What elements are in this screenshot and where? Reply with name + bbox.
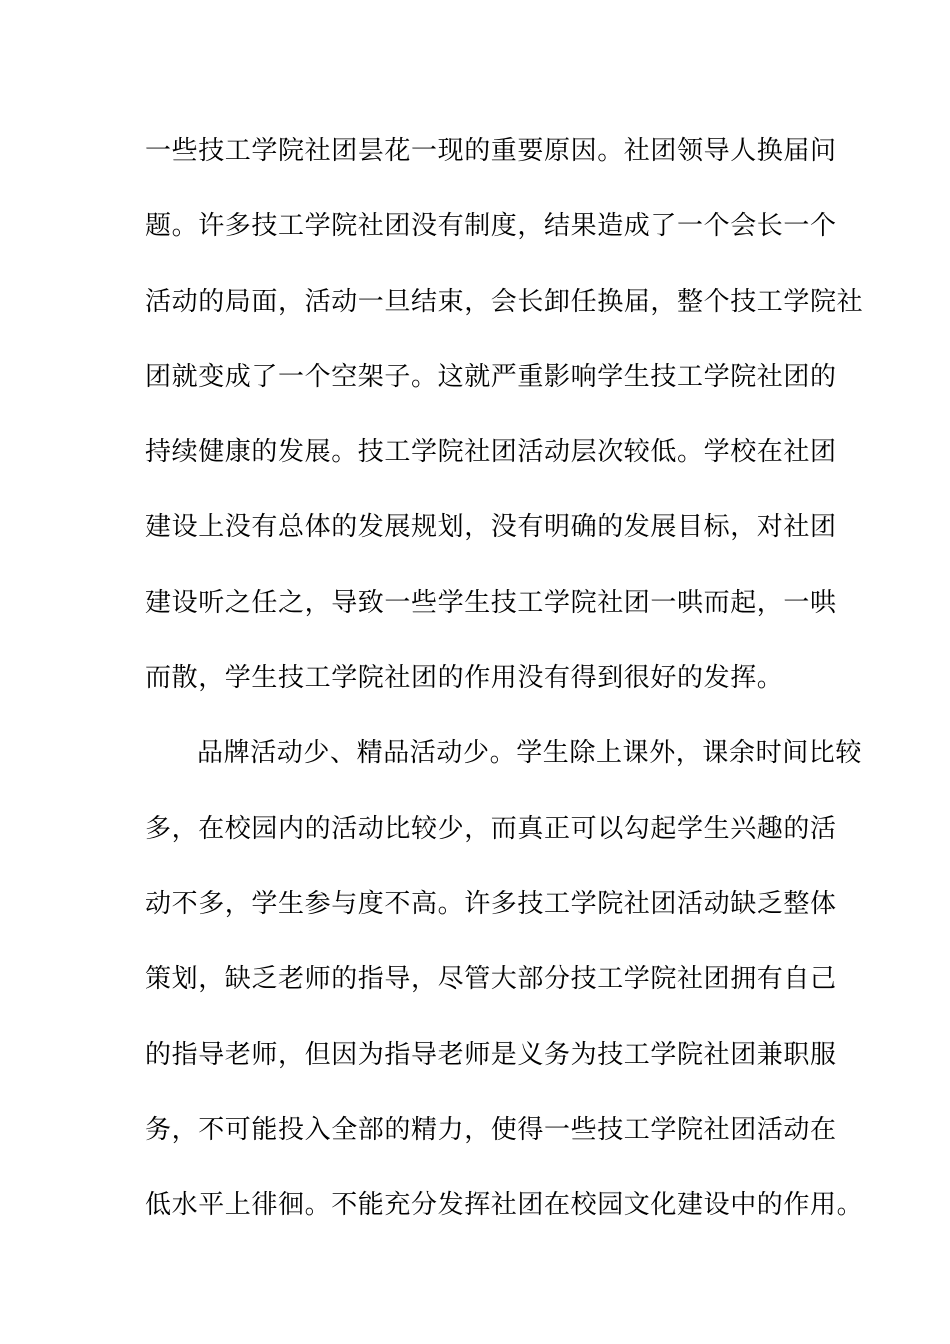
text-line: 务，不可能投入全部的精力，使得一些技工学院社团活动在 bbox=[145, 1114, 837, 1145]
text-line: 一些技工学院社团昙花一现的重要原因。社团领导人换届问 bbox=[145, 136, 837, 166]
body-text bbox=[145, 126, 864, 1255]
text-line: 题。许多技工学院社团没有制度，结果造成了一个会长一个 bbox=[145, 211, 837, 242]
paragraph-first-line: 品牌活动少、精品活动少。学生除上课外，课余时间比较 bbox=[197, 738, 863, 769]
text-line: 的指导老师，但因为指导老师是义务为技工学院社团兼职服 bbox=[145, 1039, 837, 1070]
text-line: 低水平上徘徊。不能充分发挥社团在校园文化建设中的作用。 bbox=[145, 1190, 864, 1221]
text-line: 建设上没有总体的发展规划，没有明确的发展目标，对社团 bbox=[145, 512, 837, 543]
text-line: 多，在校园内的活动比较少，而真正可以勾起学生兴趣的活 bbox=[145, 813, 837, 844]
text-line: 团就变成了一个空架子。这就严重影响学生技工学院社团的 bbox=[145, 361, 837, 392]
text-line: 而散，学生技工学院社团的作用没有得到很好的发挥。 bbox=[145, 663, 784, 694]
text-line: 持续健康的发展。技工学院社团活动层次较低。学校在社团 bbox=[145, 437, 837, 468]
text-line: 动不多，学生参与度不高。许多技工学院社团活动缺乏整体 bbox=[145, 888, 837, 919]
text-line: 活动的局面，活动一旦结束，会长卸任换届，整个技工学院社 bbox=[145, 286, 864, 317]
text-line: 建设听之任之，导致一些学生技工学院社团一哄而起，一哄 bbox=[145, 587, 837, 618]
text-line: 策划，缺乏老师的指导，尽管大部分技工学院社团拥有自己 bbox=[145, 964, 837, 995]
